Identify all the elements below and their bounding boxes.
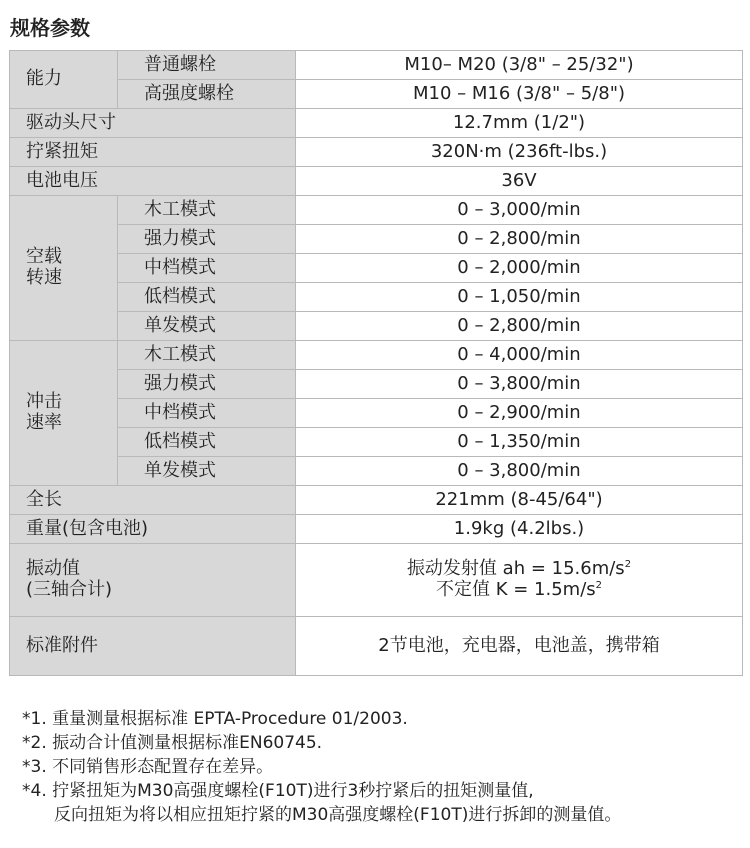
mode-value: 0 – 2,900/min xyxy=(296,399,743,428)
vibration-uncertainty xyxy=(296,580,742,601)
row-value: M10– M20 (3/8" – 25/32") xyxy=(296,51,743,80)
footnote: *3. 不同销售形态配置存在差异。 xyxy=(22,757,274,777)
vibration-emission xyxy=(296,559,742,580)
row-label-noload xyxy=(10,196,118,341)
row-value: 221mm (8-45/64") xyxy=(296,486,743,515)
table-row xyxy=(10,254,743,283)
table-row xyxy=(10,617,743,676)
row-label-torque: 拧紧扭矩 xyxy=(10,138,296,167)
mode-label: 低档模式 xyxy=(118,428,296,457)
label-line: 速率 xyxy=(26,412,62,433)
footnote: *2. 振动合计值测量根据标准EN60745. xyxy=(22,733,323,753)
vibration-emission-text: 振动发射值 ah = 15.6m/s xyxy=(406,558,625,580)
footnotes xyxy=(22,707,621,827)
footnote: *4. 拧紧扭矩为M30高强度螺栓(F10T)进行3秒拧紧后的扭矩测量值, xyxy=(22,781,534,801)
mode-value: 0 – 3,800/min xyxy=(296,457,743,486)
mode-value: 0 – 1,050/min xyxy=(296,283,743,312)
mode-label: 木工模式 xyxy=(118,341,296,370)
mode-value: 0 – 3,800/min xyxy=(296,370,743,399)
table-row xyxy=(10,283,743,312)
mode-value: 0 – 2,800/min xyxy=(296,225,743,254)
mode-label: 强力模式 xyxy=(118,225,296,254)
row-label-accessories: 标准附件 xyxy=(10,617,296,676)
mode-label: 木工模式 xyxy=(118,196,296,225)
row-label-vibration xyxy=(10,544,296,617)
vibration-uncertainty-text: 不定值 K = 1.5m/s xyxy=(435,579,596,600)
table-row xyxy=(10,544,743,617)
mode-label: 中档模式 xyxy=(118,254,296,283)
table-row xyxy=(10,370,743,399)
mode-label: 单发模式 xyxy=(118,457,296,486)
label-line: 转速 xyxy=(26,267,62,288)
table-row xyxy=(10,515,743,544)
row-label-length: 全长 xyxy=(10,486,296,515)
table-row xyxy=(10,167,743,196)
mode-value: 0 – 4,000/min xyxy=(296,341,743,370)
row-label-drive: 驱动头尺寸 xyxy=(10,109,296,138)
label-line: (三轴合计) xyxy=(26,579,113,600)
superscript: 2 xyxy=(624,559,632,571)
spec-table xyxy=(9,50,743,676)
footnote: *1. 重量测量根据标准 EPTA-Procedure 01/2003. xyxy=(22,709,408,729)
sub-label: 普通螺栓 xyxy=(118,51,296,80)
row-value: 1.9kg (4.2lbs.) xyxy=(296,515,743,544)
mode-value: 0 – 3,000/min xyxy=(296,196,743,225)
table-row xyxy=(10,486,743,515)
mode-label: 中档模式 xyxy=(118,399,296,428)
footnote-continuation: 反向扭矩为将以相应扭矩拧紧的M30高强度螺栓(F10T)进行拆卸的测量值。 xyxy=(54,805,622,825)
table-row xyxy=(10,428,743,457)
mode-label: 强力模式 xyxy=(118,370,296,399)
mode-value: 0 – 2,800/min xyxy=(296,312,743,341)
row-label-weight: 重量(包含电池) xyxy=(10,515,296,544)
row-value: 320N·m (236ft-lbs.) xyxy=(296,138,743,167)
superscript: 2 xyxy=(595,580,603,591)
table-row xyxy=(10,457,743,486)
label-line: 冲击 xyxy=(26,391,62,413)
sub-label: 高强度螺栓 xyxy=(118,80,296,109)
table-row xyxy=(10,109,743,138)
row-label-capacity: 能力 xyxy=(10,51,118,109)
vibration-values xyxy=(296,544,743,617)
row-label-voltage: 电池电压 xyxy=(10,167,296,196)
table-row xyxy=(10,312,743,341)
table-row xyxy=(10,80,743,109)
table-row xyxy=(10,138,743,167)
label-line: 振动值 xyxy=(26,558,80,580)
table-row xyxy=(10,196,743,225)
table-row xyxy=(10,51,743,80)
label-line: 空载 xyxy=(26,246,62,268)
row-value: 2节电池，充电器，电池盖，携带箱 xyxy=(296,617,743,676)
row-value: 36V xyxy=(296,167,743,196)
mode-label: 低档模式 xyxy=(118,283,296,312)
table-row xyxy=(10,341,743,370)
table-row xyxy=(10,399,743,428)
row-value: 12.7mm (1/2") xyxy=(296,109,743,138)
mode-label: 单发模式 xyxy=(118,312,296,341)
table-row xyxy=(10,225,743,254)
row-label-impact xyxy=(10,341,118,486)
mode-value: 0 – 2,000/min xyxy=(296,254,743,283)
mode-value: 0 – 1,350/min xyxy=(296,428,743,457)
row-value: M10 – M16 (3/8" – 5/8") xyxy=(296,80,743,109)
page-title: 规格参数 xyxy=(10,16,90,40)
